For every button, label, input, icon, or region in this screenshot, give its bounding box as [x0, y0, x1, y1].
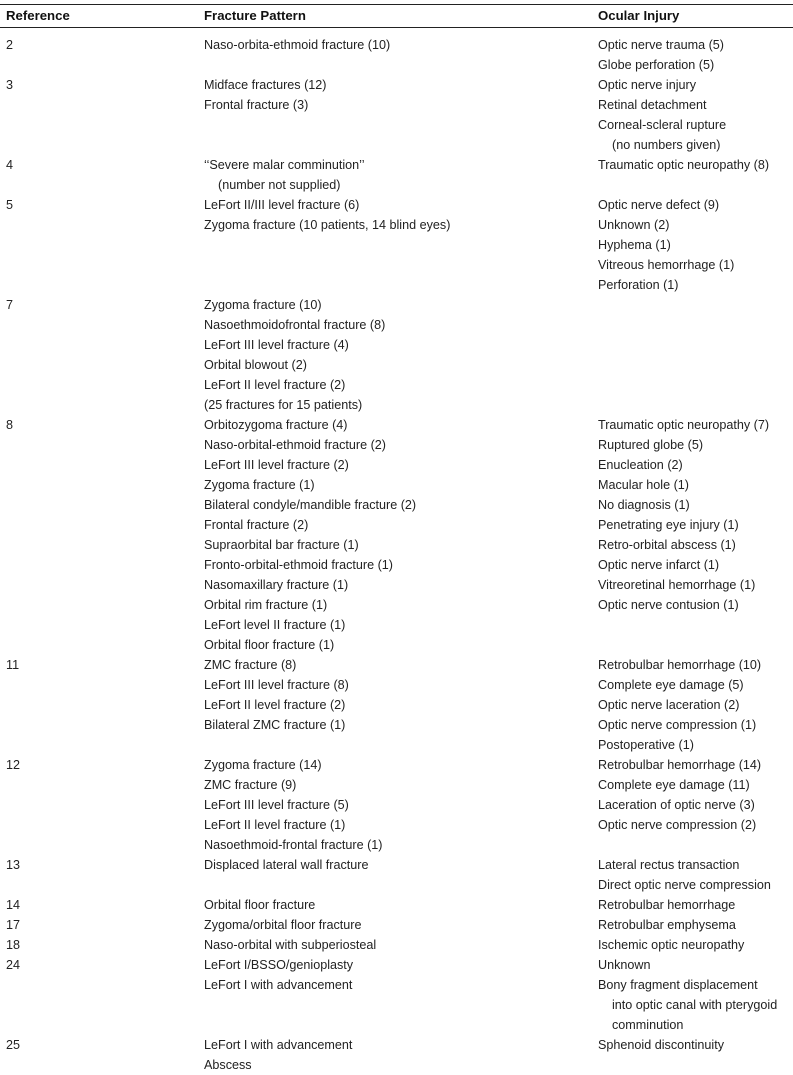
ocular-injury-cell [598, 955, 777, 1035]
ocular-line: Macular hole (1) [598, 478, 689, 492]
ocular-injury-cell [598, 155, 769, 175]
ocular-injury-cell [598, 855, 771, 895]
header-ocular-injury: Ocular Injury [598, 8, 680, 23]
reference-cell: 4 [6, 158, 14, 172]
header-rule [0, 27, 793, 28]
reference-cell: 11 [6, 658, 20, 672]
ocular-line: Ischemic optic neuropathy [598, 938, 745, 952]
ocular-injury-cell [598, 935, 744, 955]
ocular-injury-cell [598, 755, 761, 835]
ocular-line: Retrobulbar emphysema [598, 918, 736, 932]
table-row [0, 155, 793, 195]
fracture-line: LeFort III level fracture (2) [204, 458, 349, 472]
fracture-line: Naso-orbital with subperiosteal [204, 938, 377, 952]
ocular-line: Optic nerve compression (1) [598, 718, 757, 732]
ocular-line: Unknown [598, 958, 651, 972]
table-top-rule [0, 4, 793, 5]
fracture-line: Nasoethmoidofrontal fracture (8) [204, 318, 386, 332]
ocular-line: Unknown (2) [598, 218, 670, 232]
ocular-injury-cell [598, 35, 724, 75]
fracture-line: Naso-orbital-ethmoid fracture (2) [204, 438, 386, 452]
fracture-pattern-cell [204, 75, 326, 115]
fracture-line: Nasoethmoid-frontal fracture (1) [204, 838, 383, 852]
table-row [0, 295, 793, 415]
table-row [0, 895, 793, 915]
fracture-line: Orbitozygoma fracture (4) [204, 418, 348, 432]
ocular-line: Complete eye damage (11) [598, 778, 750, 792]
ocular-injury-cell [598, 1035, 724, 1055]
reference-cell: 7 [6, 298, 14, 312]
ocular-line: Laceration of optic nerve (3) [598, 798, 755, 812]
fracture-pattern-cell [204, 195, 450, 235]
fracture-line: Abscess [204, 1058, 252, 1072]
fracture-line: Zygoma/orbital floor fracture [204, 918, 362, 932]
fracture-line: Zygoma fracture (10) [204, 298, 322, 312]
fracture-line: LeFort II/III level fracture (6) [204, 198, 360, 212]
fracture-pattern-cell [204, 955, 353, 995]
fracture-line: (number not supplied) [218, 178, 341, 192]
header-reference: Reference [6, 8, 70, 23]
table-row [0, 75, 793, 155]
ocular-line: Direct optic nerve compression [598, 878, 771, 892]
table-row [0, 1035, 793, 1075]
fracture-line: Orbital floor fracture [204, 898, 316, 912]
fracture-pattern-cell [204, 855, 369, 875]
ocular-line: Optic nerve contusion (1) [598, 598, 739, 612]
ocular-line: Sphenoid discontinuity [598, 1038, 725, 1052]
fracture-line: ‘‘Severe malar comminution’’ [204, 158, 365, 172]
reference-cell: 14 [6, 898, 21, 912]
fracture-line: LeFort level II fracture (1) [204, 618, 346, 632]
ocular-line: Postoperative (1) [598, 738, 694, 752]
ocular-line: Optic nerve compression (2) [598, 818, 757, 832]
fracture-pattern-cell [204, 755, 382, 855]
fracture-line: LeFort I/BSSO/genioplasty [204, 958, 354, 972]
ocular-line: into optic canal with pterygoid [612, 998, 778, 1012]
reference-cell: 24 [6, 958, 21, 972]
fracture-line: Displaced lateral wall fracture [204, 858, 369, 872]
ocular-line: Retro-orbital abscess (1) [598, 538, 736, 552]
fracture-line: Orbital floor fracture (1) [204, 638, 335, 652]
fracture-line: Fronto-orbital-ethmoid fracture (1) [204, 558, 393, 572]
ocular-line: Optic nerve trauma (5) [598, 38, 724, 52]
fracture-line: Orbital blowout (2) [204, 358, 307, 372]
table-row [0, 655, 793, 755]
reference-cell: 8 [6, 418, 14, 432]
table-body [0, 35, 793, 1075]
reference-cell: 13 [6, 858, 21, 872]
fracture-line: Naso-orbita-ethmoid fracture (10) [204, 38, 391, 52]
ocular-line: Optic nerve laceration (2) [598, 698, 740, 712]
ocular-injury-cell [598, 655, 761, 755]
table-row [0, 415, 793, 655]
fracture-line: Frontal fracture (3) [204, 98, 309, 112]
fracture-line: ZMC fracture (8) [204, 658, 297, 672]
table-row [0, 855, 793, 895]
ocular-line: Enucleation (2) [598, 458, 683, 472]
reference-cell: 18 [6, 938, 21, 952]
reference-cell: 3 [6, 78, 14, 92]
header-fracture-pattern: Fracture Pattern [204, 8, 306, 23]
ocular-line: comminution [612, 1018, 684, 1032]
fracture-line: LeFort I with advancement [204, 1038, 353, 1052]
ocular-line: Retrobulbar hemorrhage (10) [598, 658, 762, 672]
ocular-injury-cell [598, 195, 734, 295]
fracture-line: Midface fractures (12) [204, 78, 327, 92]
fracture-line: Zygoma fracture (10 patients, 14 blind eyes) [204, 218, 451, 232]
fracture-line: LeFort III level fracture (8) [204, 678, 349, 692]
ocular-injury-cell [598, 75, 726, 155]
ocular-injury-cell [598, 915, 736, 935]
ocular-line: Retrobulbar hemorrhage [598, 898, 736, 912]
ocular-line: Bony fragment displacement [598, 978, 758, 992]
fracture-line: LeFort I with advancement [204, 978, 353, 992]
fracture-line: Zygoma fracture (14) [204, 758, 322, 772]
fracture-line: Frontal fracture (2) [204, 518, 309, 532]
reference-cell: 5 [6, 198, 14, 212]
ocular-line: Perforation (1) [598, 278, 679, 292]
ocular-line: Traumatic optic neuropathy (7) [598, 418, 770, 432]
fracture-line: Nasomaxillary fracture (1) [204, 578, 349, 592]
fracture-pattern-cell [204, 655, 349, 735]
ocular-line: (no numbers given) [612, 138, 721, 152]
ocular-line: No diagnosis (1) [598, 498, 690, 512]
ocular-line: Complete eye damage (5) [598, 678, 744, 692]
reference-cell: 17 [6, 918, 21, 932]
fracture-line: LeFort II level fracture (2) [204, 378, 346, 392]
ocular-line: Retrobulbar hemorrhage (14) [598, 758, 762, 772]
ocular-line: Traumatic optic neuropathy (8) [598, 158, 770, 172]
ocular-injury-cell [598, 895, 735, 915]
fracture-line: LeFort III level fracture (5) [204, 798, 349, 812]
ocular-line: Retinal detachment [598, 98, 707, 112]
table-row [0, 935, 793, 955]
fracture-line: Zygoma fracture (1) [204, 478, 315, 492]
reference-cell: 25 [6, 1038, 21, 1052]
ocular-injury-cell [598, 415, 769, 615]
ocular-line: Vitreoretinal hemorrhage (1) [598, 578, 756, 592]
fracture-pattern-cell [204, 295, 385, 415]
table-row [0, 755, 793, 855]
ocular-line: Optic nerve injury [598, 78, 696, 92]
fracture-line: (25 fractures for 15 patients) [204, 398, 363, 412]
ocular-line: Optic nerve defect (9) [598, 198, 720, 212]
fracture-pattern-cell [204, 1035, 352, 1075]
table-row [0, 195, 793, 295]
fracture-line: ZMC fracture (9) [204, 778, 297, 792]
ocular-line: Hyphema (1) [598, 238, 671, 252]
fracture-line: LeFort II level fracture (2) [204, 698, 346, 712]
ocular-line: Corneal-scleral rupture [598, 118, 727, 132]
ocular-line: Ruptured globe (5) [598, 438, 704, 452]
reference-cell: 2 [6, 38, 14, 52]
fracture-line: LeFort III level fracture (4) [204, 338, 349, 352]
ocular-line: Optic nerve infarct (1) [598, 558, 720, 572]
fracture-pattern-cell [204, 895, 315, 915]
fracture-pattern-cell [204, 155, 365, 195]
table-row [0, 955, 793, 1035]
fracture-pattern-cell [204, 35, 390, 55]
fracture-line: Bilateral ZMC fracture (1) [204, 718, 346, 732]
fracture-pattern-cell [204, 915, 361, 935]
fracture-pattern-cell [204, 935, 376, 955]
table-row [0, 35, 793, 75]
ocular-line: Vitreous hemorrhage (1) [598, 258, 735, 272]
ocular-line: Penetrating eye injury (1) [598, 518, 739, 532]
fracture-line: LeFort II level fracture (1) [204, 818, 346, 832]
ocular-line: Lateral rectus transaction [598, 858, 740, 872]
ocular-line: Globe perforation (5) [598, 58, 715, 72]
reference-cell: 12 [6, 758, 21, 772]
fracture-line: Supraorbital bar fracture (1) [204, 538, 359, 552]
fracture-line: Orbital rim fracture (1) [204, 598, 328, 612]
fracture-pattern-cell [204, 415, 416, 655]
fracture-line: Bilateral condyle/mandible fracture (2) [204, 498, 417, 512]
table-row [0, 915, 793, 935]
